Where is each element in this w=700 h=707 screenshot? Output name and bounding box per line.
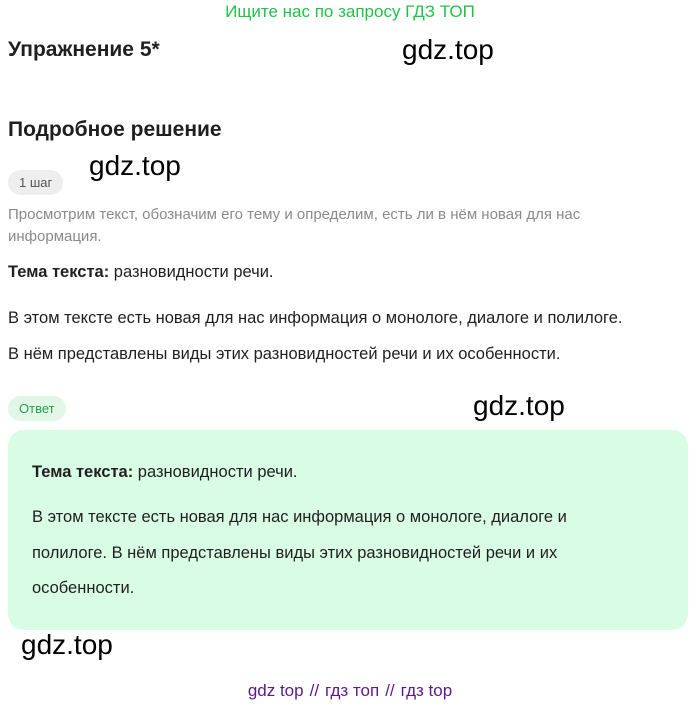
watermark: gdz.top bbox=[21, 629, 113, 660]
search-banner: Ищите нас по запросу ГДЗ ТОП bbox=[225, 2, 475, 21]
solution-paragraph: В нём представлены виды этих разновидностей речи и их особенности. bbox=[8, 345, 561, 363]
footer-link-gdz-top-ru[interactable]: гдз топ bbox=[325, 681, 380, 700]
footer-separator: // bbox=[385, 681, 395, 700]
answer-line: В этом тексте есть новая для нас информация о монологе, диалоге и bbox=[32, 508, 567, 526]
answer-topic-value: разновидности речи. bbox=[133, 463, 298, 481]
footer-links bbox=[0, 681, 700, 701]
watermark: gdz.top bbox=[89, 150, 181, 181]
footer-link-gdz-top[interactable]: gdz top bbox=[247, 681, 304, 700]
step-intro-text: Просмотрим текст, обозначим его тему и определим, есть ли в нём новая для нас информация. bbox=[8, 206, 581, 245]
watermark: gdz.top bbox=[402, 34, 494, 65]
exercise-title: Упражнение 5* bbox=[8, 38, 160, 61]
answer-topic bbox=[32, 463, 298, 482]
topic-label: Тема текста: bbox=[8, 263, 110, 281]
answer-topic-label: Тема текста: bbox=[32, 463, 134, 481]
footer-link-gdz-top-mixed[interactable]: гдз top bbox=[400, 681, 453, 700]
answer-line: полилоге. В нём представлены виды этих разновидностей речи и их bbox=[32, 544, 558, 562]
step-badge: 1 шаг bbox=[8, 170, 63, 195]
solution-topic bbox=[8, 263, 274, 282]
topic-value: разновидности речи. bbox=[109, 263, 274, 281]
answer-box bbox=[8, 430, 688, 630]
watermark: gdz.top bbox=[473, 390, 565, 421]
footer-separator: // bbox=[309, 681, 320, 700]
solution-paragraph: В этом тексте есть новая для нас информация о монологе, диалоге и полилоге. bbox=[8, 309, 623, 327]
answer-line: особенности. bbox=[32, 579, 135, 597]
solution-title: Подробное решение bbox=[8, 118, 222, 141]
answer-badge: Ответ bbox=[8, 396, 66, 421]
